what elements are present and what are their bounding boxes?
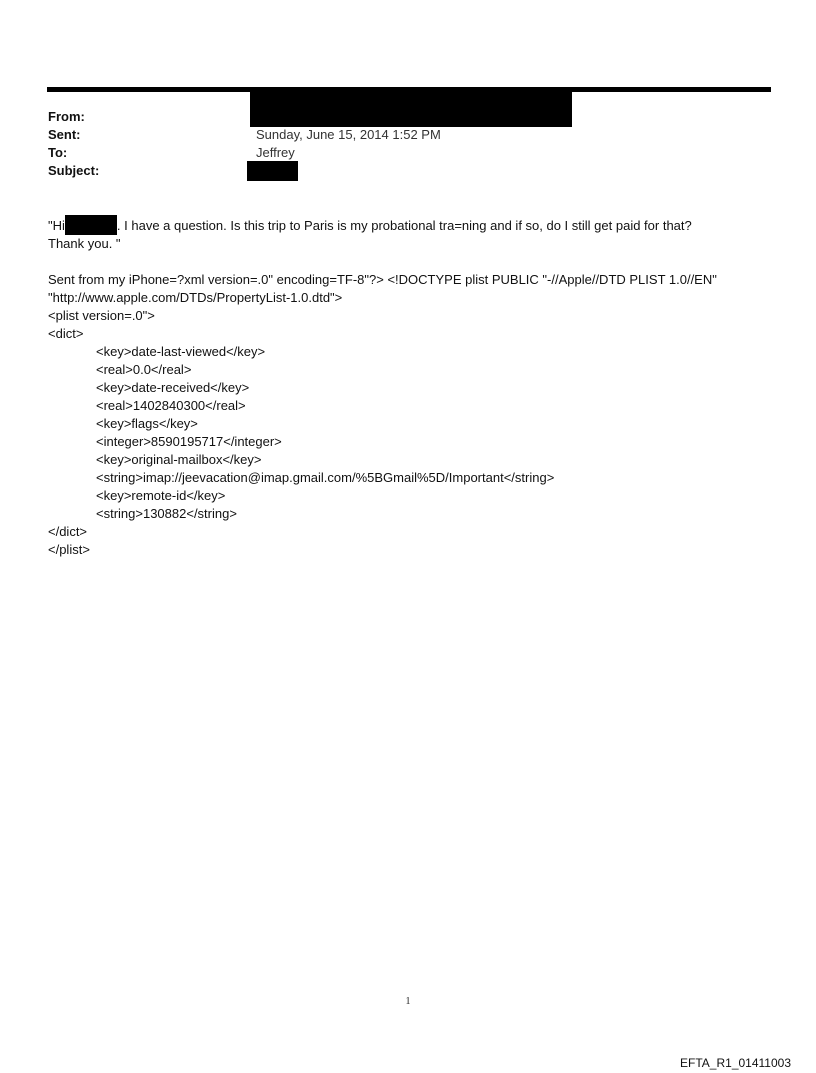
dict-open: <dict> bbox=[48, 326, 84, 341]
dict-line: <key>flags</key> bbox=[96, 416, 198, 431]
plist-open: <plist version=.0"> bbox=[48, 308, 155, 323]
redacted-sender bbox=[250, 90, 572, 127]
to-row bbox=[48, 144, 768, 162]
to-value: Jeffrey bbox=[256, 145, 295, 160]
dict-line: <real>1402840300</real> bbox=[96, 398, 246, 413]
dict-line: <string>imap://jeevacation@imap.gmail.com/%5BGmail%5D/Important</string> bbox=[96, 470, 555, 485]
dict-line: <key>remote-id</key> bbox=[96, 488, 226, 503]
redacted-subject bbox=[247, 161, 298, 181]
redacted-name bbox=[65, 215, 117, 235]
page-number: 1 bbox=[405, 996, 411, 1007]
greeting-rest: . I have a question. Is this trip to Paris is my probational tra=ning and if so, do I still get paid for that? bbox=[116, 218, 692, 233]
document-id: EFTA_R1_01411003 bbox=[680, 1056, 791, 1070]
to-label: To: bbox=[48, 145, 68, 160]
from-row bbox=[48, 108, 768, 126]
greeting-start: "Hi bbox=[48, 218, 65, 233]
sent-from-line: Sent from my iPhone=?xml version=.0" encoding=TF-8"?> <!DOCTYPE plist PUBLIC "-//Apple//DTD PLIST 1.0//EN" bbox=[48, 272, 717, 287]
subject-row bbox=[48, 162, 768, 180]
email-body bbox=[48, 215, 768, 559]
dict-line: <key>original-mailbox</key> bbox=[96, 452, 262, 467]
dict-line: <integer>8590195717</integer> bbox=[96, 434, 282, 449]
dict-line: <key>date-received</key> bbox=[96, 380, 250, 395]
plist-close: </plist> bbox=[48, 542, 90, 557]
sent-label: Sent: bbox=[48, 127, 81, 142]
dict-line: <real>0.0</real> bbox=[96, 362, 192, 377]
dict-close: </dict> bbox=[48, 524, 88, 539]
greeting-line bbox=[48, 215, 768, 235]
from-label: From: bbox=[48, 109, 85, 124]
sent-row bbox=[48, 126, 768, 144]
sent-value: Sunday, June 15, 2014 1:52 PM bbox=[256, 127, 441, 142]
doctype-url-line: "http://www.apple.com/DTDs/PropertyList-1.0.dtd"> bbox=[48, 290, 343, 305]
dict-line: <string>130882</string> bbox=[96, 506, 237, 521]
subject-label: Subject: bbox=[48, 163, 100, 178]
email-header bbox=[48, 108, 768, 180]
thanks-line: Thank you. " bbox=[48, 236, 121, 251]
dict-line: <key>date-last-viewed</key> bbox=[96, 344, 266, 359]
paragraph-gap bbox=[48, 253, 768, 271]
